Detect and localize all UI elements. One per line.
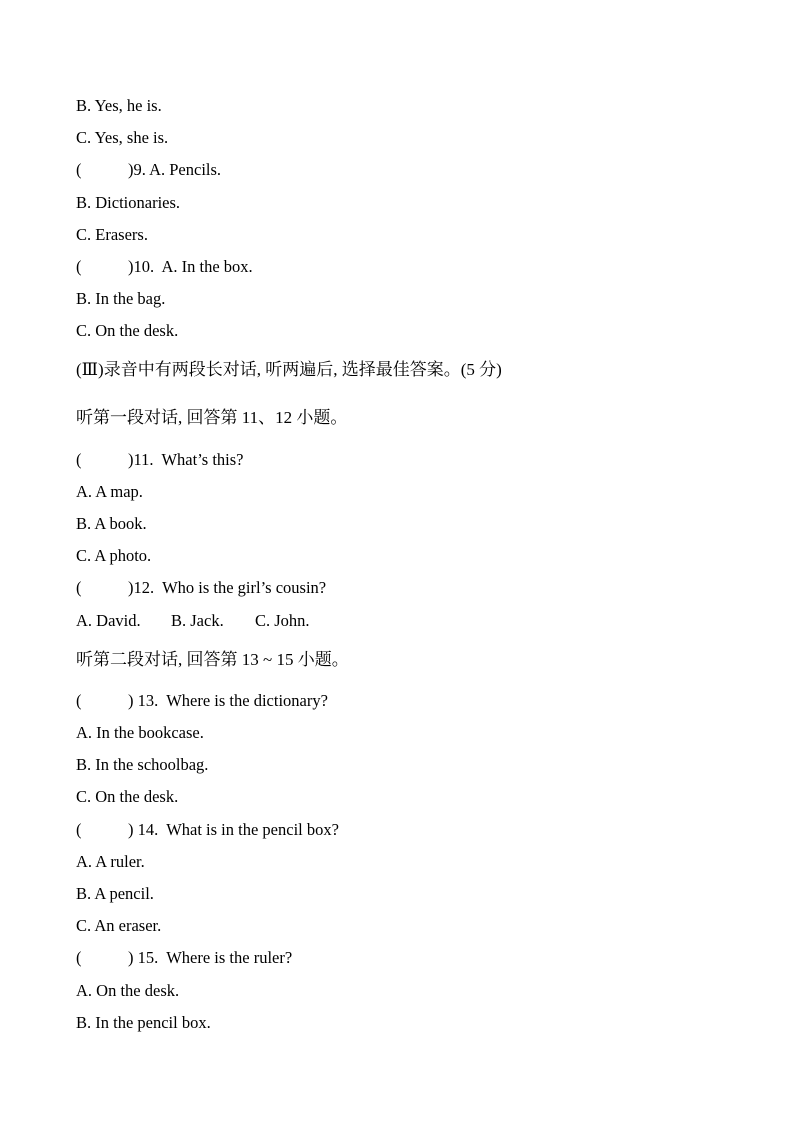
q11-option-a: A. A map. (76, 482, 143, 501)
dialog-1-instruction: 听第一段对话, 回答第 11、12 小题。 (76, 408, 348, 427)
dialog-2-instruction: 听第二段对话, 回答第 13 ~ 15 小题。 (76, 650, 349, 669)
question-text: )10. A. In the box. (128, 257, 253, 276)
question-text: ) 14. What is in the pencil box? (128, 820, 339, 839)
q9-option-b: B. Dictionaries. (76, 193, 181, 212)
q8-option-c: C. Yes, she is. (76, 128, 169, 147)
answer-blank: ( (76, 450, 82, 469)
q11-option-b: B. A book. (76, 514, 147, 533)
q12-option-a: A. David. (76, 611, 141, 630)
answer-blank: ( (76, 820, 82, 839)
question-13 (76, 693, 328, 710)
q12-options (76, 613, 310, 630)
q13-option-a: A. In the bookcase. (76, 723, 204, 742)
q12-option-c: C. John. (255, 611, 310, 630)
answer-blank: ( (76, 257, 82, 276)
answer-blank: ( (76, 948, 82, 967)
question-text: )12. Who is the girl’s cousin? (128, 578, 327, 597)
question-10 (76, 259, 253, 276)
q10-option-b: B. In the bag. (76, 289, 166, 308)
q11-option-c: C. A photo. (76, 546, 152, 565)
question-text: )9. A. Pencils. (128, 160, 222, 179)
q8-option-b: B. Yes, he is. (76, 96, 162, 115)
q14-option-a: A. A ruler. (76, 852, 145, 871)
q10-option-c: C. On the desk. (76, 321, 179, 340)
answer-blank: ( (76, 691, 82, 710)
q15-option-a: A. On the desk. (76, 981, 180, 1000)
q13-option-b: B. In the schoolbag. (76, 755, 209, 774)
answer-blank: ( (76, 578, 82, 597)
section-3-heading: (Ⅲ)录音中有两段长对话, 听两遍后, 选择最佳答案。(5 分) (76, 360, 502, 379)
q14-option-c: C. An eraser. (76, 916, 162, 935)
answer-blank: ( (76, 160, 82, 179)
question-text: ) 13. Where is the dictionary? (128, 691, 328, 710)
q12-option-b: B. Jack. (171, 611, 224, 630)
question-9 (76, 162, 221, 179)
q14-option-b: B. A pencil. (76, 884, 154, 903)
q9-option-c: C. Erasers. (76, 225, 148, 244)
question-12 (76, 580, 326, 597)
q13-option-c: C. On the desk. (76, 787, 179, 806)
q15-option-b: B. In the pencil box. (76, 1013, 211, 1032)
question-text: ) 15. Where is the ruler? (128, 948, 293, 967)
question-text: )11. What’s this? (128, 450, 244, 469)
question-15 (76, 950, 292, 967)
question-14 (76, 822, 339, 839)
question-11 (76, 452, 243, 469)
